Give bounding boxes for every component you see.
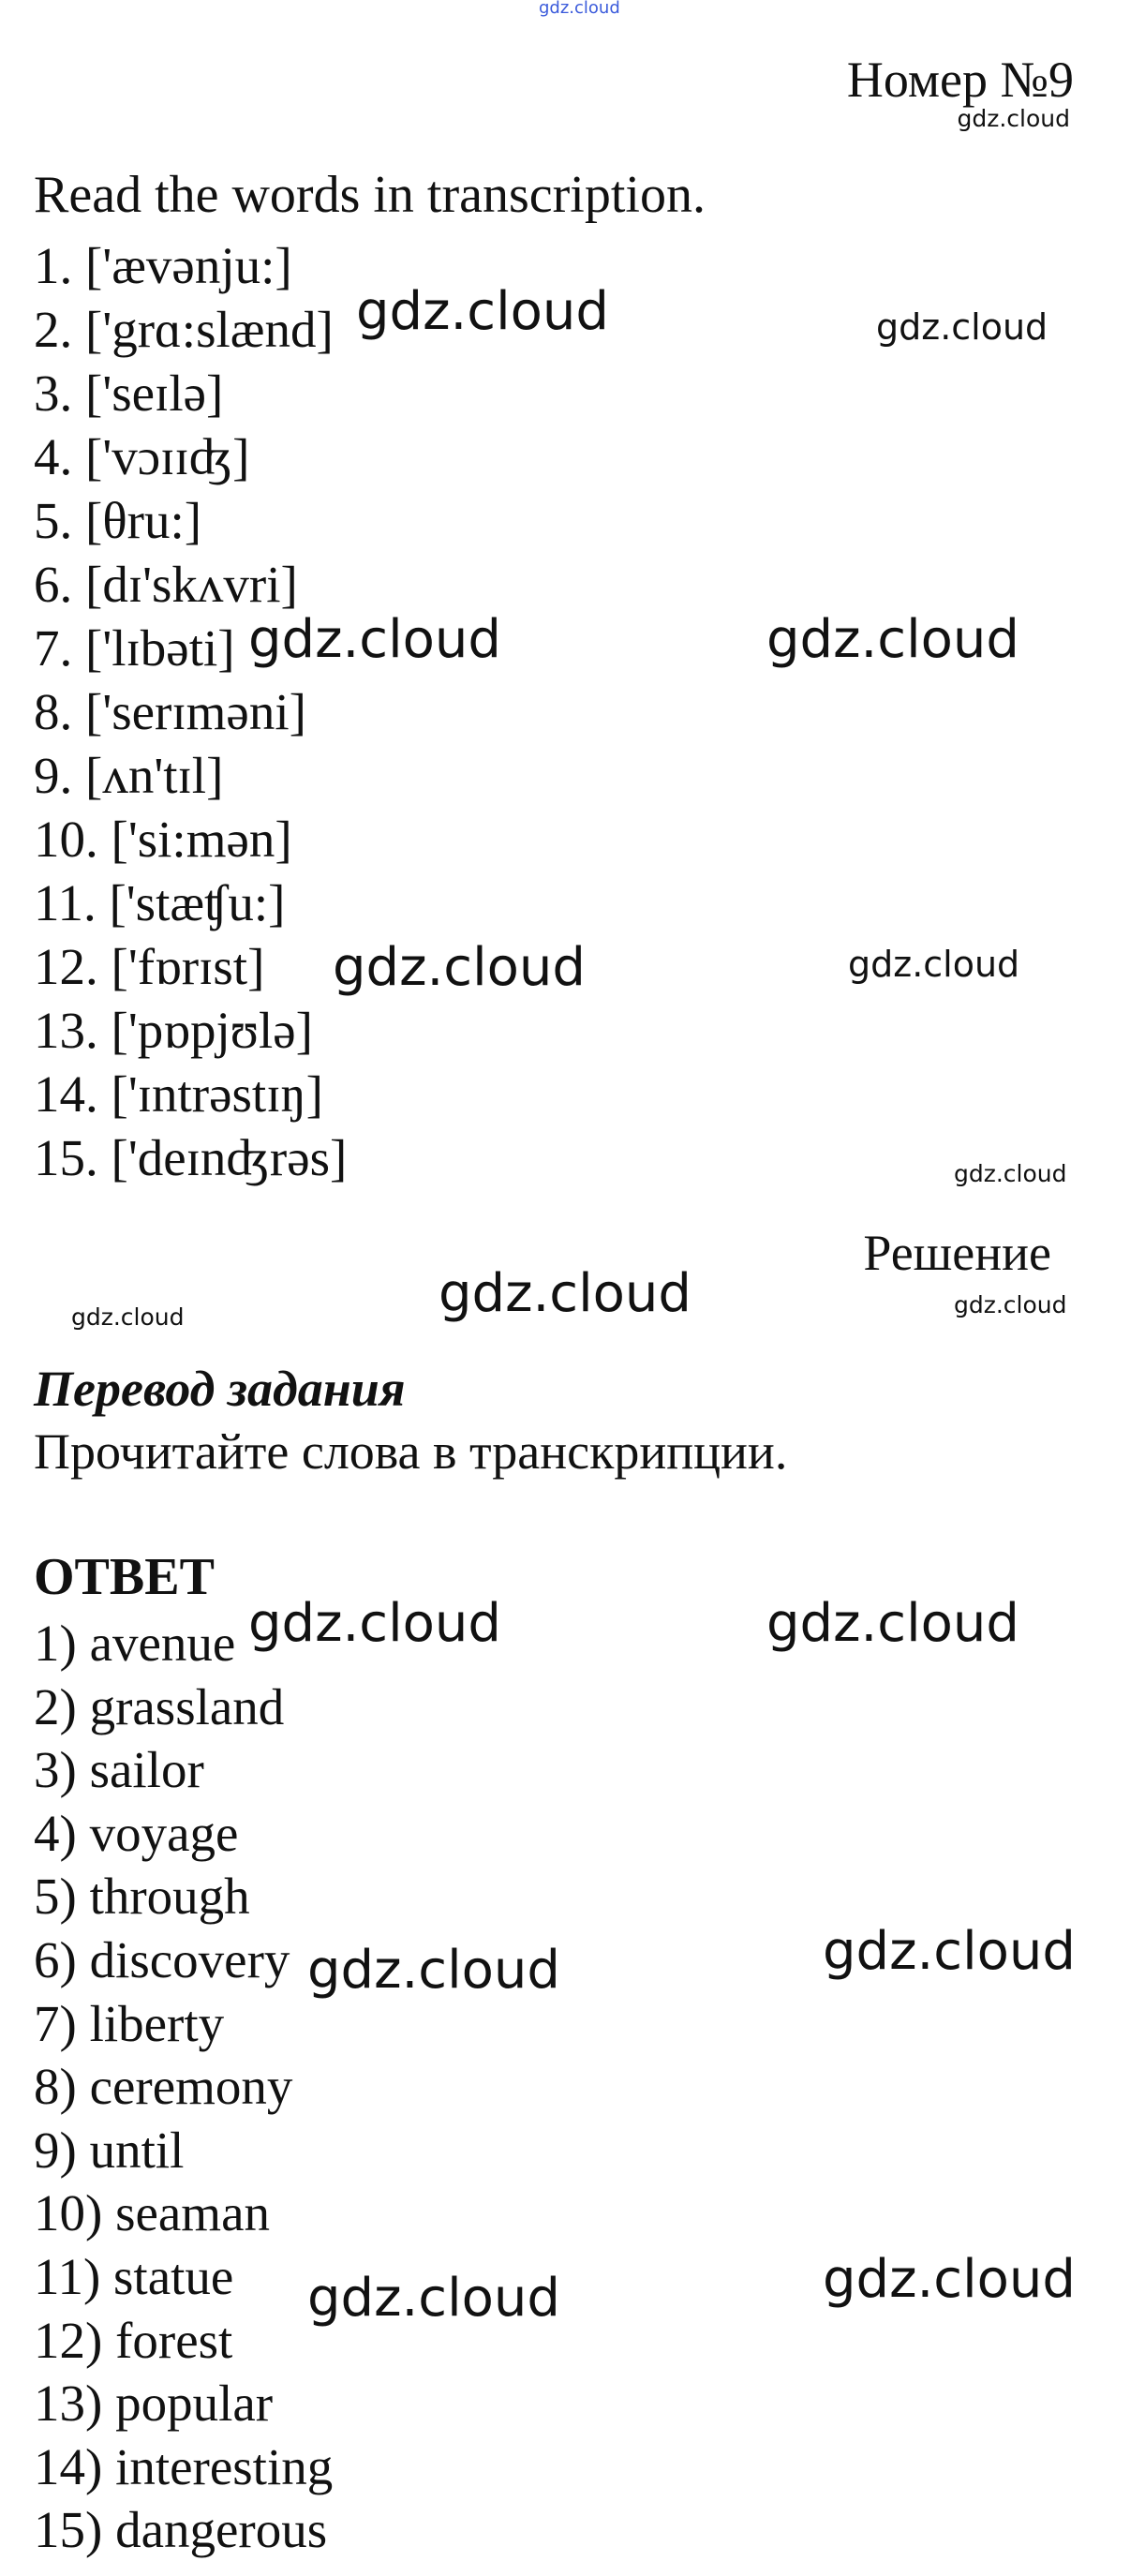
watermark: gdz.cloud [823, 2249, 1076, 2310]
watermark: gdz.cloud [957, 105, 1070, 132]
list-item: 2) grassland [34, 1677, 285, 1735]
list-item: 10) seaman [34, 2184, 270, 2242]
watermark: gdz.cloud [848, 944, 1020, 985]
list-item: 4) voyage [34, 1804, 239, 1862]
watermark: gdz.cloud [954, 1291, 1067, 1318]
list-item: 3. ['seɪlə] [34, 365, 224, 422]
watermark: gdz.cloud [766, 609, 1019, 670]
list-item: 13. ['pɒpjʊlə] [34, 1002, 313, 1059]
list-item: 2. ['grɑ:slænd] [34, 301, 334, 358]
watermark: gdz.cloud [823, 1921, 1076, 1982]
watermark: gdz.cloud [71, 1303, 185, 1331]
list-item: 3) sailor [34, 1741, 204, 1799]
list-item: 13) popular [34, 2375, 274, 2433]
list-item: 6. [dɪ'skʌvri] [34, 556, 298, 613]
list-item: 11. ['stæʧu:] [34, 874, 286, 931]
list-item: 14. ['ɪntrəstɪŋ] [34, 1065, 323, 1123]
list-item: 10. ['si:mən] [34, 811, 292, 868]
list-item: 1) avenue [34, 1615, 236, 1672]
list-item: 5) through [34, 1868, 250, 1926]
list-item: 8) ceremony [34, 2058, 293, 2116]
watermark: gdz.cloud [766, 1593, 1019, 1654]
transcription-list [34, 234, 347, 1190]
list-item: 14) interesting [34, 2437, 334, 2495]
list-item: 12) forest [34, 2311, 233, 2369]
translation-text: Прочитайте слова в транскрипции. [34, 1423, 788, 1480]
list-item: 9) until [34, 2121, 185, 2179]
translation-heading: Перевод задания [34, 1361, 406, 1417]
watermark: gdz.cloud [307, 1940, 560, 2001]
list-item: 9. [ʌn'tɪl] [34, 747, 224, 804]
site-mark: gdz.cloud [539, 0, 620, 18]
answer-heading: ОТВЕТ [34, 1548, 215, 1606]
watermark: gdz.cloud [954, 1160, 1067, 1187]
list-item: 12. ['fɒrɪst] [34, 938, 265, 995]
watermark: gdz.cloud [356, 281, 609, 342]
watermark: gdz.cloud [876, 306, 1048, 348]
list-item: 15. ['deɪnʤrəs] [34, 1129, 348, 1186]
watermark: gdz.cloud [333, 937, 586, 998]
list-item: 5. [θru:] [34, 492, 202, 549]
list-item: 15) dangerous [34, 2501, 328, 2559]
watermark: gdz.cloud [307, 2268, 560, 2329]
list-item: 1. ['ævənju:] [34, 237, 292, 294]
watermark: gdz.cloud [248, 609, 501, 670]
list-item: 4. ['vɔɪɪʤ] [34, 428, 250, 485]
list-item: 11) statue [34, 2247, 234, 2305]
answer-list [34, 1612, 333, 2562]
task-number: Номер №9 [846, 52, 1074, 108]
watermark: gdz.cloud [439, 1263, 691, 1324]
list-item: 8. ['serɪməni] [34, 683, 306, 740]
list-item: 6) discovery [34, 1930, 290, 1988]
solution-heading: Решение [863, 1225, 1051, 1281]
list-item: 7. ['lɪbəti] [34, 619, 235, 677]
list-item: 7) liberty [34, 1994, 225, 2052]
task-instruction: Read the words in transcription. [34, 166, 706, 224]
watermark: gdz.cloud [248, 1593, 501, 1654]
